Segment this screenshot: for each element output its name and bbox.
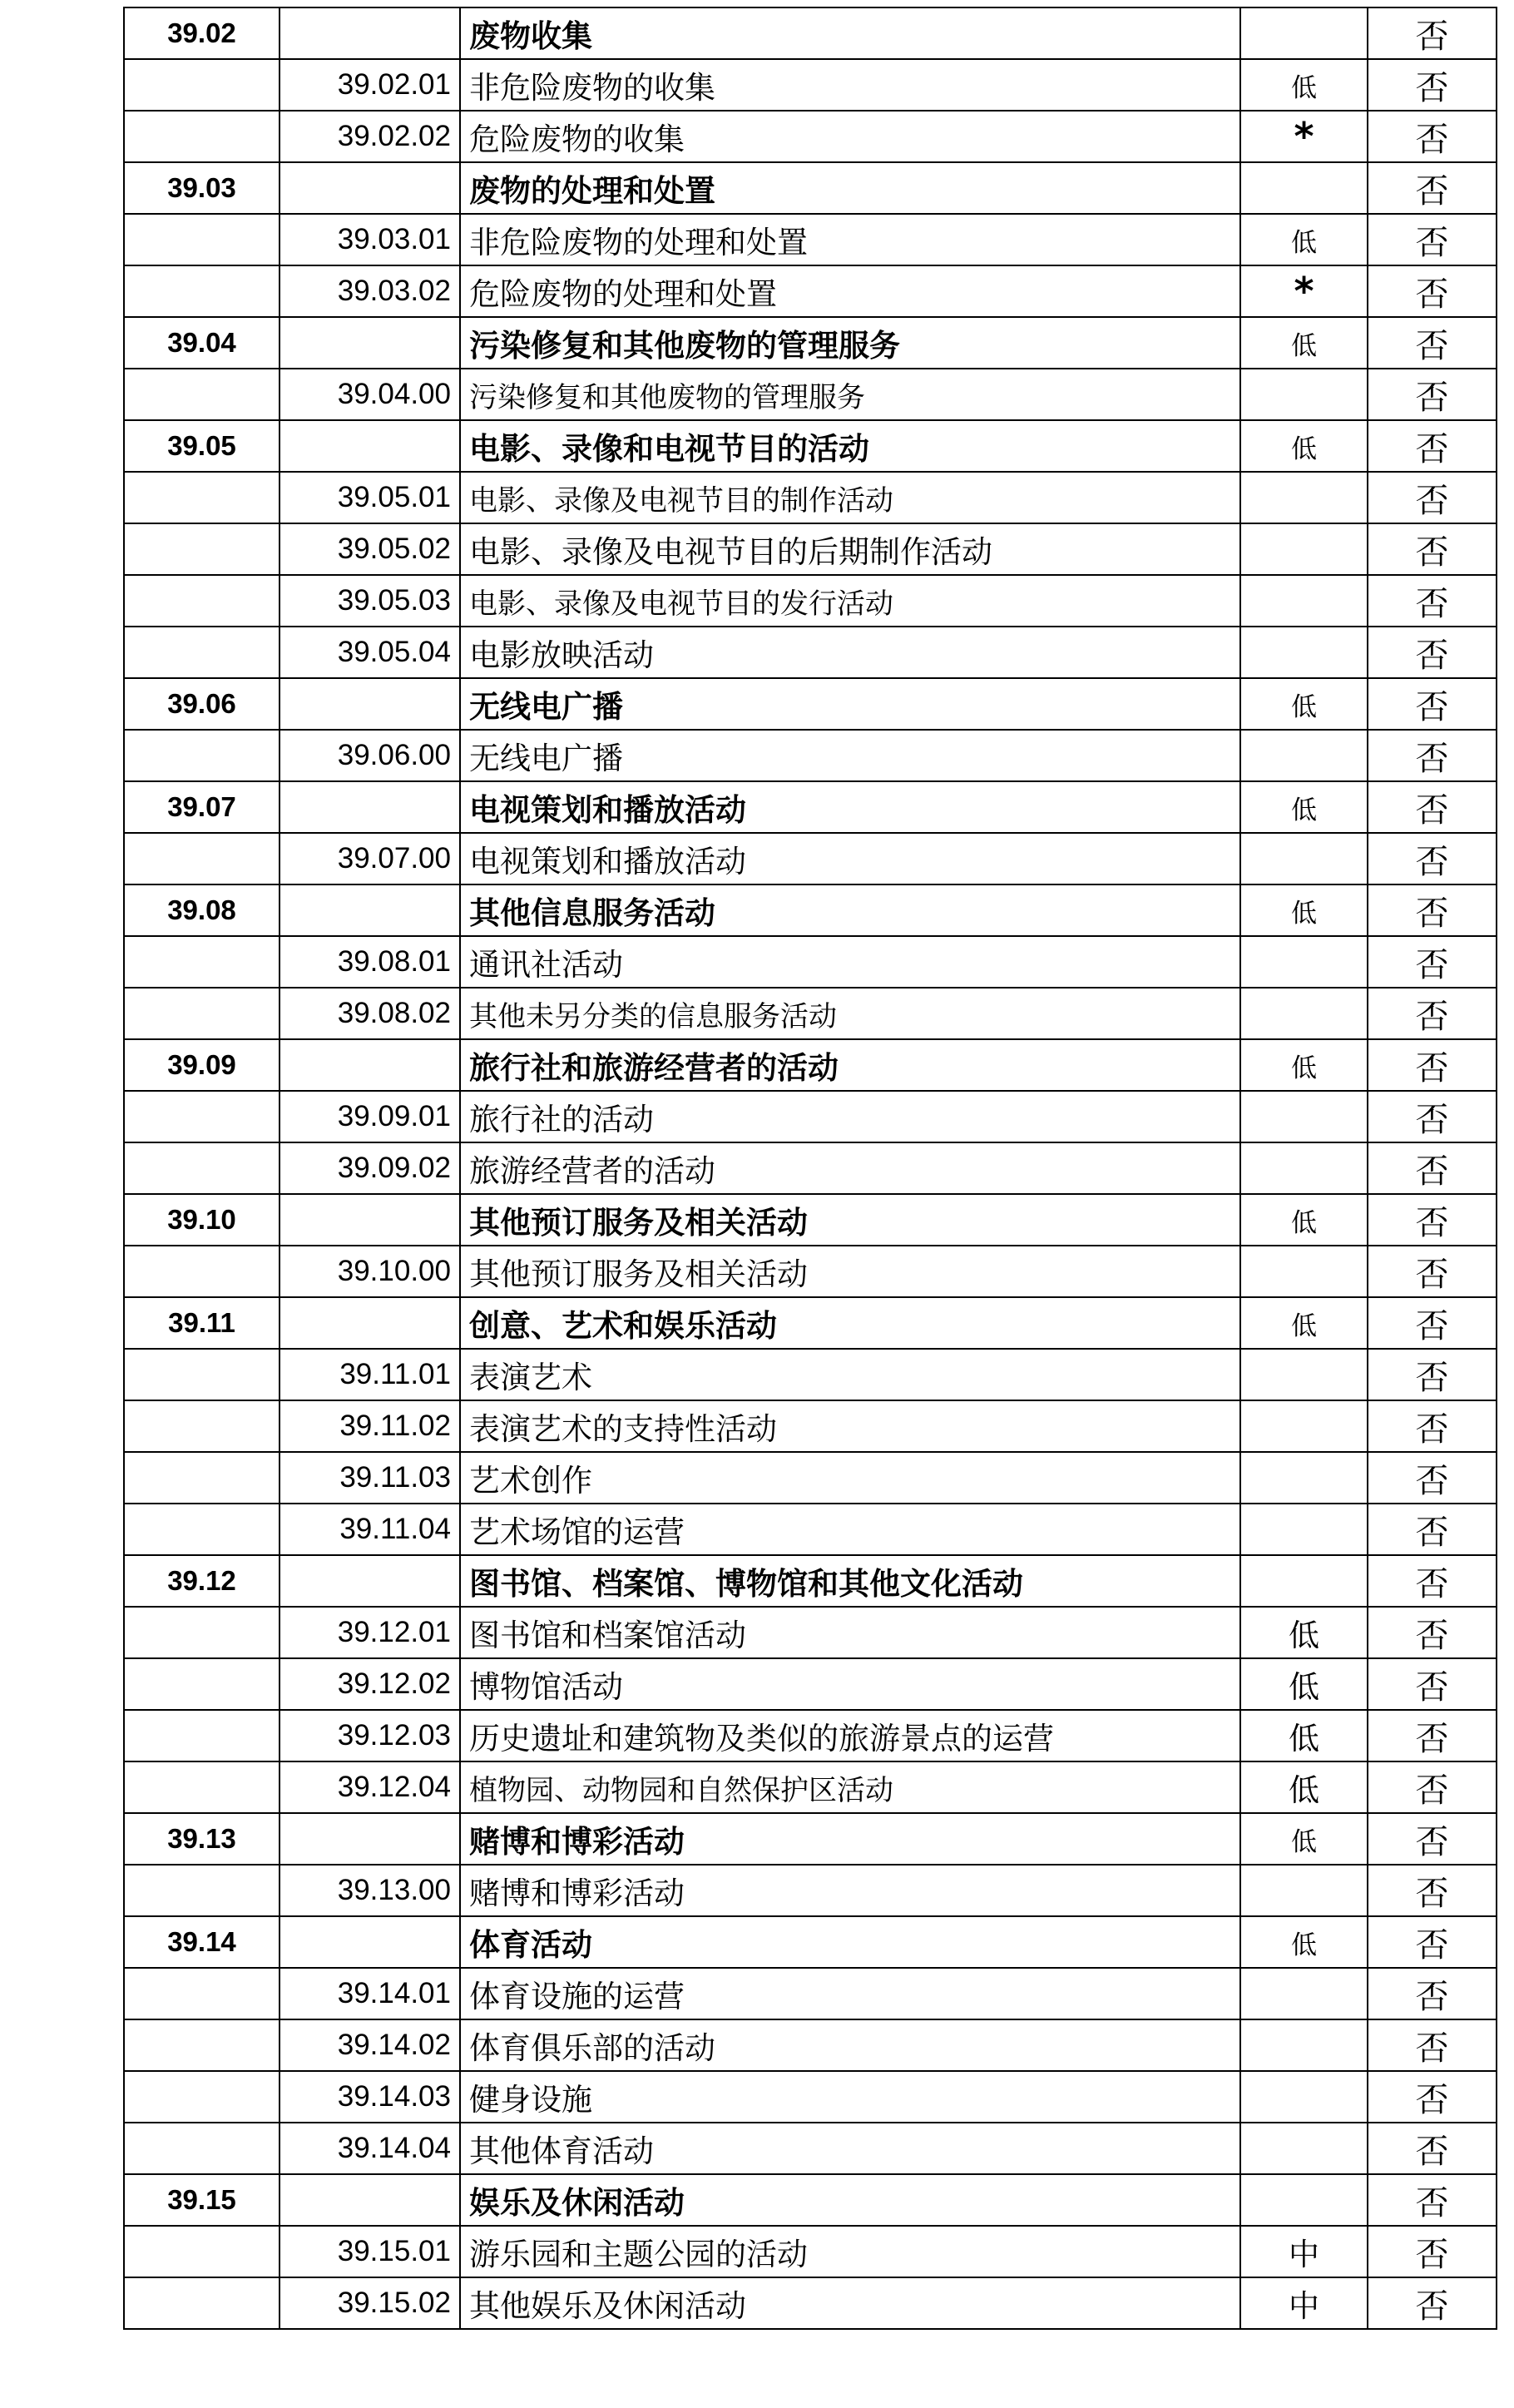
- flag-cell: 否: [1368, 2071, 1497, 2123]
- flag-cell: 否: [1368, 265, 1497, 317]
- section-code-cell: 39.14: [124, 1916, 280, 1968]
- table-row: [124, 1400, 1497, 1452]
- item-code-cell: [280, 1194, 460, 1246]
- table-row: [124, 2226, 1497, 2277]
- description-cell: 旅游经营者的活动: [460, 1142, 1240, 1194]
- flag-cell: 否: [1368, 730, 1497, 781]
- flag-cell: 否: [1368, 317, 1497, 369]
- item-code-cell: [280, 781, 460, 833]
- description-cell: 艺术创作: [460, 1452, 1240, 1504]
- section-code-cell: [124, 2071, 280, 2123]
- table-row: [124, 214, 1497, 265]
- table-row: [124, 2123, 1497, 2174]
- table-row-section: [124, 884, 1497, 936]
- risk-cell: [1240, 369, 1368, 420]
- table-row: [124, 1504, 1497, 1555]
- item-code-cell: 39.10.00: [280, 1246, 460, 1297]
- table-row-section: [124, 1555, 1497, 1607]
- flag-cell: 否: [1368, 1297, 1497, 1349]
- risk-cell: [1240, 162, 1368, 214]
- risk-cell: 低: [1240, 317, 1368, 369]
- flag-cell: 否: [1368, 523, 1497, 575]
- flag-cell: 否: [1368, 420, 1497, 472]
- table-body: [124, 7, 1497, 2329]
- table-row-section: [124, 317, 1497, 369]
- section-code-cell: 39.02: [124, 7, 280, 59]
- section-code-cell: [124, 1142, 280, 1194]
- flag-cell: 否: [1368, 1039, 1497, 1091]
- section-code-cell: [124, 2226, 280, 2277]
- flag-cell: 否: [1368, 884, 1497, 936]
- section-code-cell: [124, 265, 280, 317]
- risk-cell: 低: [1240, 1607, 1368, 1658]
- description-cell: 旅行社的活动: [460, 1091, 1240, 1142]
- flag-cell: 否: [1368, 472, 1497, 523]
- section-code-cell: [124, 111, 280, 162]
- section-code-cell: [124, 472, 280, 523]
- section-code-cell: [124, 1761, 280, 1813]
- flag-cell: 否: [1368, 2174, 1497, 2226]
- description-cell: 非危险废物的处理和处置: [460, 214, 1240, 265]
- table-row: [124, 2071, 1497, 2123]
- flag-cell: 否: [1368, 369, 1497, 420]
- description-cell: 电视策划和播放活动: [460, 781, 1240, 833]
- flag-cell: 否: [1368, 833, 1497, 884]
- flag-cell: 否: [1368, 575, 1497, 627]
- section-code-cell: 39.03: [124, 162, 280, 214]
- risk-cell: [1240, 1555, 1368, 1607]
- flag-cell: 否: [1368, 1555, 1497, 1607]
- risk-cell: [1240, 2174, 1368, 2226]
- description-cell: 电影、录像及电视节目的发行活动: [460, 575, 1240, 627]
- flag-cell: 否: [1368, 1710, 1497, 1761]
- section-code-cell: 39.15: [124, 2174, 280, 2226]
- table-row: [124, 1091, 1497, 1142]
- section-code-cell: [124, 1865, 280, 1916]
- item-code-cell: 39.15.01: [280, 2226, 460, 2277]
- item-code-cell: [280, 7, 460, 59]
- description-cell: 其他娱乐及休闲活动: [460, 2277, 1240, 2329]
- table-row: [124, 1710, 1497, 1761]
- table-row-section: [124, 162, 1497, 214]
- table-row: [124, 1349, 1497, 1400]
- risk-cell: 低: [1240, 59, 1368, 111]
- risk-cell: 低: [1240, 1658, 1368, 1710]
- section-code-cell: [124, 1710, 280, 1761]
- description-cell: 博物馆活动: [460, 1658, 1240, 1710]
- risk-cell: [1240, 1400, 1368, 1452]
- flag-cell: 否: [1368, 1091, 1497, 1142]
- table-row: [124, 1968, 1497, 2019]
- risk-cell: [1240, 1865, 1368, 1916]
- section-code-cell: 39.07: [124, 781, 280, 833]
- table-row: [124, 369, 1497, 420]
- item-code-cell: [280, 1297, 460, 1349]
- risk-cell: *: [1240, 265, 1368, 317]
- flag-cell: 否: [1368, 1142, 1497, 1194]
- description-cell: 旅行社和旅游经营者的活动: [460, 1039, 1240, 1091]
- section-code-cell: 39.04: [124, 317, 280, 369]
- flag-cell: 否: [1368, 2226, 1497, 2277]
- section-code-cell: 39.05: [124, 420, 280, 472]
- table-row: [124, 111, 1497, 162]
- item-code-cell: 39.12.01: [280, 1607, 460, 1658]
- section-code-cell: 39.12: [124, 1555, 280, 1607]
- description-cell: 通讯社活动: [460, 936, 1240, 988]
- section-code-cell: [124, 2277, 280, 2329]
- table-row: [124, 523, 1497, 575]
- table-row: [124, 575, 1497, 627]
- description-cell: 赌博和博彩活动: [460, 1813, 1240, 1865]
- risk-cell: 低: [1240, 1194, 1368, 1246]
- section-code-cell: [124, 1607, 280, 1658]
- risk-cell: 中: [1240, 2277, 1368, 2329]
- description-cell: 体育设施的运营: [460, 1968, 1240, 2019]
- description-cell: 危险废物的处理和处置: [460, 265, 1240, 317]
- description-cell: 其他预订服务及相关活动: [460, 1194, 1240, 1246]
- risk-cell: [1240, 1142, 1368, 1194]
- section-code-cell: [124, 2123, 280, 2174]
- item-code-cell: 39.09.02: [280, 1142, 460, 1194]
- description-cell: 废物收集: [460, 7, 1240, 59]
- description-cell: 娱乐及休闲活动: [460, 2174, 1240, 2226]
- table-row-section: [124, 1194, 1497, 1246]
- flag-cell: 否: [1368, 1916, 1497, 1968]
- item-code-cell: 39.07.00: [280, 833, 460, 884]
- description-cell: 其他未另分类的信息服务活动: [460, 988, 1240, 1039]
- description-cell: 植物园、动物园和自然保护区活动: [460, 1761, 1240, 1813]
- risk-cell: 低: [1240, 1761, 1368, 1813]
- risk-cell: [1240, 2123, 1368, 2174]
- section-code-cell: 39.08: [124, 884, 280, 936]
- item-code-cell: 39.05.02: [280, 523, 460, 575]
- description-cell: 非危险废物的收集: [460, 59, 1240, 111]
- risk-cell: [1240, 1246, 1368, 1297]
- flag-cell: 否: [1368, 2277, 1497, 2329]
- flag-cell: 否: [1368, 1865, 1497, 1916]
- item-code-cell: [280, 317, 460, 369]
- flag-cell: 否: [1368, 627, 1497, 678]
- risk-cell: 低: [1240, 1039, 1368, 1091]
- item-code-cell: 39.14.01: [280, 1968, 460, 2019]
- description-cell: 废物的处理和处置: [460, 162, 1240, 214]
- flag-cell: 否: [1368, 1452, 1497, 1504]
- flag-cell: 否: [1368, 59, 1497, 111]
- item-code-cell: 39.13.00: [280, 1865, 460, 1916]
- description-cell: 表演艺术: [460, 1349, 1240, 1400]
- section-code-cell: [124, 1452, 280, 1504]
- classification-table: [123, 7, 1497, 2330]
- section-code-cell: [124, 988, 280, 1039]
- description-cell: 健身设施: [460, 2071, 1240, 2123]
- item-code-cell: [280, 420, 460, 472]
- description-cell: 其他体育活动: [460, 2123, 1240, 2174]
- description-cell: 电影、录像及电视节目的制作活动: [460, 472, 1240, 523]
- item-code-cell: [280, 678, 460, 730]
- item-code-cell: 39.04.00: [280, 369, 460, 420]
- section-code-cell: 39.13: [124, 1813, 280, 1865]
- section-code-cell: [124, 575, 280, 627]
- table-row: [124, 1761, 1497, 1813]
- risk-cell: [1240, 472, 1368, 523]
- item-code-cell: 39.09.01: [280, 1091, 460, 1142]
- section-code-cell: [124, 1658, 280, 1710]
- risk-cell: 低: [1240, 214, 1368, 265]
- risk-cell: [1240, 575, 1368, 627]
- description-cell: 表演艺术的支持性活动: [460, 1400, 1240, 1452]
- flag-cell: 否: [1368, 1761, 1497, 1813]
- item-code-cell: 39.12.04: [280, 1761, 460, 1813]
- section-code-cell: [124, 1400, 280, 1452]
- table-row: [124, 833, 1497, 884]
- section-code-cell: [124, 2019, 280, 2071]
- description-cell: 电影、录像和电视节目的活动: [460, 420, 1240, 472]
- flag-cell: 否: [1368, 781, 1497, 833]
- flag-cell: 否: [1368, 988, 1497, 1039]
- risk-cell: 低: [1240, 1916, 1368, 1968]
- table-row-section: [124, 1297, 1497, 1349]
- risk-cell: [1240, 1968, 1368, 2019]
- table-row: [124, 59, 1497, 111]
- section-code-cell: [124, 369, 280, 420]
- item-code-cell: 39.08.01: [280, 936, 460, 988]
- description-cell: 电影放映活动: [460, 627, 1240, 678]
- item-code-cell: 39.14.03: [280, 2071, 460, 2123]
- description-cell: 无线电广播: [460, 730, 1240, 781]
- risk-cell: [1240, 1452, 1368, 1504]
- flag-cell: 否: [1368, 162, 1497, 214]
- table-row: [124, 1865, 1497, 1916]
- table-row: [124, 988, 1497, 1039]
- flag-cell: 否: [1368, 1246, 1497, 1297]
- item-code-cell: 39.11.03: [280, 1452, 460, 1504]
- item-code-cell: 39.05.03: [280, 575, 460, 627]
- item-code-cell: 39.11.02: [280, 1400, 460, 1452]
- flag-cell: 否: [1368, 1504, 1497, 1555]
- risk-cell: [1240, 1091, 1368, 1142]
- item-code-cell: [280, 1039, 460, 1091]
- table-row: [124, 472, 1497, 523]
- section-code-cell: [124, 1504, 280, 1555]
- section-code-cell: 39.11: [124, 1297, 280, 1349]
- risk-cell: 低: [1240, 678, 1368, 730]
- description-cell: 污染修复和其他废物的管理服务: [460, 317, 1240, 369]
- risk-cell: 低: [1240, 884, 1368, 936]
- risk-cell: 低: [1240, 781, 1368, 833]
- table-row: [124, 1246, 1497, 1297]
- flag-cell: 否: [1368, 2019, 1497, 2071]
- item-code-cell: 39.12.03: [280, 1710, 460, 1761]
- section-code-cell: [124, 1091, 280, 1142]
- table-row-section: [124, 781, 1497, 833]
- table-row: [124, 2019, 1497, 2071]
- risk-cell: [1240, 2071, 1368, 2123]
- description-cell: 赌博和博彩活动: [460, 1865, 1240, 1916]
- flag-cell: 否: [1368, 1194, 1497, 1246]
- table-row-section: [124, 678, 1497, 730]
- section-code-cell: 39.10: [124, 1194, 280, 1246]
- description-cell: 历史遗址和建筑物及类似的旅游景点的运营: [460, 1710, 1240, 1761]
- table-row-section: [124, 1813, 1497, 1865]
- description-cell: 体育活动: [460, 1916, 1240, 1968]
- description-cell: 无线电广播: [460, 678, 1240, 730]
- section-code-cell: [124, 627, 280, 678]
- flag-cell: 否: [1368, 1968, 1497, 2019]
- item-code-cell: 39.03.02: [280, 265, 460, 317]
- item-code-cell: 39.05.01: [280, 472, 460, 523]
- table-row-section: [124, 1039, 1497, 1091]
- flag-cell: 否: [1368, 1607, 1497, 1658]
- item-code-cell: 39.14.02: [280, 2019, 460, 2071]
- table-row: [124, 627, 1497, 678]
- risk-cell: [1240, 523, 1368, 575]
- item-code-cell: 39.02.01: [280, 59, 460, 111]
- table-row-section: [124, 1916, 1497, 1968]
- flag-cell: 否: [1368, 1400, 1497, 1452]
- flag-cell: 否: [1368, 2123, 1497, 2174]
- item-code-cell: 39.11.01: [280, 1349, 460, 1400]
- risk-cell: [1240, 2019, 1368, 2071]
- flag-cell: 否: [1368, 1658, 1497, 1710]
- item-code-cell: 39.12.02: [280, 1658, 460, 1710]
- description-cell: 其他预订服务及相关活动: [460, 1246, 1240, 1297]
- item-code-cell: 39.11.04: [280, 1504, 460, 1555]
- flag-cell: 否: [1368, 1349, 1497, 1400]
- risk-cell: [1240, 833, 1368, 884]
- table-row: [124, 2277, 1497, 2329]
- description-cell: 电影、录像及电视节目的后期制作活动: [460, 523, 1240, 575]
- flag-cell: 否: [1368, 1813, 1497, 1865]
- risk-cell: [1240, 730, 1368, 781]
- item-code-cell: 39.03.01: [280, 214, 460, 265]
- risk-cell: *: [1240, 111, 1368, 162]
- table-row-section: [124, 2174, 1497, 2226]
- item-code-cell: 39.08.02: [280, 988, 460, 1039]
- risk-cell: [1240, 936, 1368, 988]
- item-code-cell: 39.06.00: [280, 730, 460, 781]
- section-code-cell: [124, 936, 280, 988]
- table-row: [124, 265, 1497, 317]
- flag-cell: 否: [1368, 678, 1497, 730]
- item-code-cell: [280, 1813, 460, 1865]
- description-cell: 其他信息服务活动: [460, 884, 1240, 936]
- item-code-cell: 39.14.04: [280, 2123, 460, 2174]
- table-row: [124, 1452, 1497, 1504]
- item-code-cell: 39.02.02: [280, 111, 460, 162]
- risk-cell: [1240, 7, 1368, 59]
- item-code-cell: [280, 162, 460, 214]
- section-code-cell: 39.09: [124, 1039, 280, 1091]
- table-row: [124, 936, 1497, 988]
- section-code-cell: [124, 214, 280, 265]
- description-cell: 游乐园和主题公园的活动: [460, 2226, 1240, 2277]
- table-row: [124, 730, 1497, 781]
- section-code-cell: 39.06: [124, 678, 280, 730]
- flag-cell: 否: [1368, 936, 1497, 988]
- item-code-cell: 39.05.04: [280, 627, 460, 678]
- item-code-cell: [280, 884, 460, 936]
- section-code-cell: [124, 730, 280, 781]
- risk-cell: [1240, 1349, 1368, 1400]
- risk-cell: [1240, 988, 1368, 1039]
- risk-cell: 低: [1240, 1297, 1368, 1349]
- flag-cell: 否: [1368, 7, 1497, 59]
- table-row: [124, 1142, 1497, 1194]
- risk-cell: 低: [1240, 1710, 1368, 1761]
- table-row: [124, 1658, 1497, 1710]
- flag-cell: 否: [1368, 111, 1497, 162]
- risk-cell: [1240, 627, 1368, 678]
- description-cell: 污染修复和其他废物的管理服务: [460, 369, 1240, 420]
- section-code-cell: [124, 1246, 280, 1297]
- item-code-cell: [280, 1916, 460, 1968]
- description-cell: 危险废物的收集: [460, 111, 1240, 162]
- risk-cell: 低: [1240, 420, 1368, 472]
- section-code-cell: [124, 59, 280, 111]
- section-code-cell: [124, 1968, 280, 2019]
- description-cell: 创意、艺术和娱乐活动: [460, 1297, 1240, 1349]
- description-cell: 电视策划和播放活动: [460, 833, 1240, 884]
- section-code-cell: [124, 523, 280, 575]
- flag-cell: 否: [1368, 214, 1497, 265]
- table-row: [124, 1607, 1497, 1658]
- item-code-cell: 39.15.02: [280, 2277, 460, 2329]
- table-row-section: [124, 420, 1497, 472]
- item-code-cell: [280, 2174, 460, 2226]
- section-code-cell: [124, 833, 280, 884]
- description-cell: 艺术场馆的运营: [460, 1504, 1240, 1555]
- description-cell: 图书馆、档案馆、博物馆和其他文化活动: [460, 1555, 1240, 1607]
- description-cell: 图书馆和档案馆活动: [460, 1607, 1240, 1658]
- section-code-cell: [124, 1349, 280, 1400]
- risk-cell: 中: [1240, 2226, 1368, 2277]
- description-cell: 体育俱乐部的活动: [460, 2019, 1240, 2071]
- table-row-section: [124, 7, 1497, 59]
- risk-cell: 低: [1240, 1813, 1368, 1865]
- risk-cell: [1240, 1504, 1368, 1555]
- item-code-cell: [280, 1555, 460, 1607]
